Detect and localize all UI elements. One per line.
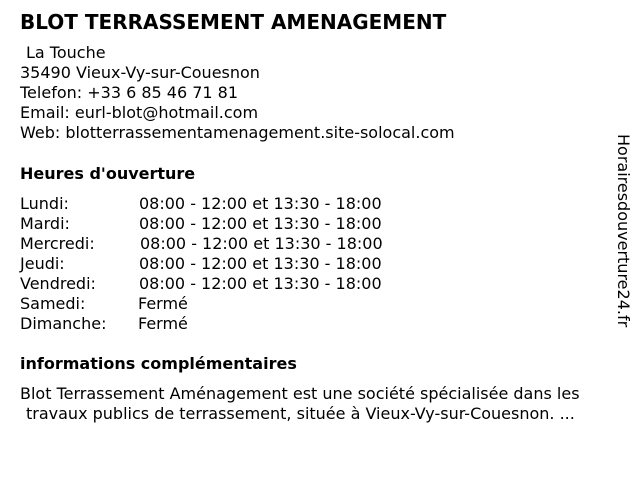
time-value: 08:00 - 12:00 et 13:30 - 18:00 <box>139 254 382 273</box>
description-line-2: travaux publics de terrassement, située à Vieux-Vy-sur-Couesnon. ... <box>26 404 575 423</box>
hours-row-tuesday <box>20 214 383 234</box>
hours-heading: Heures d'ouverture <box>20 164 196 183</box>
day-label: Dimanche: <box>20 314 107 333</box>
time-value: Fermé <box>138 314 188 333</box>
day-label: Lundi: <box>20 194 69 213</box>
company-name: BLOT TERRASSEMENT AMENAGEMENT <box>20 10 447 34</box>
hours-row-sunday <box>20 314 383 334</box>
day-label: Mercredi: <box>20 234 95 253</box>
watermark-text: Horairesdouverture24.fr <box>614 134 633 328</box>
web-line[interactable]: Web: blotterrassementamenagement.site-solocal.com <box>20 123 455 142</box>
time-value: 08:00 - 12:00 et 13:30 - 18:00 <box>139 274 382 293</box>
contact-block <box>20 43 455 143</box>
time-value: 08:00 - 12:00 et 13:30 - 18:00 <box>140 234 383 253</box>
time-value: Fermé <box>138 294 188 313</box>
time-value: 08:00 - 12:00 et 13:30 - 18:00 <box>139 214 382 233</box>
description <box>20 384 632 424</box>
info-heading: informations complémentaires <box>20 354 297 373</box>
day-label: Samedi: <box>20 294 86 313</box>
day-label: Vendredi: <box>20 274 96 293</box>
time-value: 08:00 - 12:00 et 13:30 - 18:00 <box>139 194 382 213</box>
hours-row-monday <box>20 194 383 214</box>
address-city: 35490 Vieux-Vy-sur-Couesnon <box>20 63 260 82</box>
day-label: Mardi: <box>20 214 70 233</box>
hours-row-saturday <box>20 294 383 314</box>
description-line-1: Blot Terrassement Aménagement est une société spécialisée dans les <box>20 384 580 403</box>
address-street: La Touche <box>26 43 106 62</box>
hours-row-friday <box>20 274 383 294</box>
email-line[interactable]: Email: eurl-blot@hotmail.com <box>20 103 259 122</box>
day-label: Jeudi: <box>20 254 65 273</box>
hours-table <box>20 194 383 334</box>
phone-line[interactable]: Telefon: +33 6 85 46 71 81 <box>20 83 239 102</box>
hours-row-wednesday <box>20 234 383 254</box>
site-watermark <box>612 134 634 346</box>
hours-row-thursday <box>20 254 383 274</box>
